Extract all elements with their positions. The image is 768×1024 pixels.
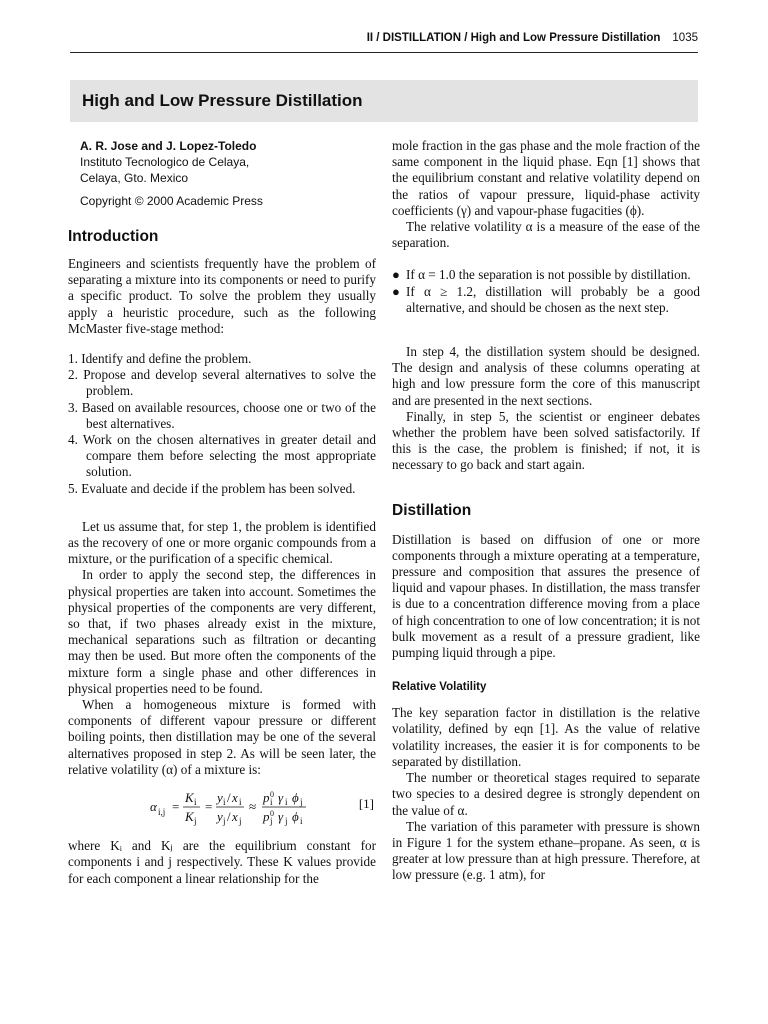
mcmaster-steps-list — [68, 351, 376, 497]
intro-paragraph-2: Let us assume that, for step 1, the problem is identified as the recovery of one or more organic compounds from a mixture, or the purification of a specific chemical. — [68, 518, 376, 567]
volatility-criteria-list — [392, 267, 700, 316]
step-item: 4. Work on the chosen alternatives in greater detail and compare them before selecting the most appropriate solution. — [68, 432, 376, 480]
svg-text:j: j — [285, 816, 288, 827]
svg-text:ϕ: ϕ — [292, 809, 299, 825]
svg-text:p: p — [263, 790, 270, 806]
intro-paragraph-3: In order to apply the second step, the differences in physical properties are taken into account. Sometimes the physical properties of the components are very different, so that, if two phases already exist in the mixture, mechanical separations such as filtration or decanting may then be used. But more often the components of the mixture form a single phase and other differences in physical properties need to be found. — [68, 567, 376, 696]
affiliation-line-2: Celaya, Gto. Mexico — [80, 171, 189, 185]
distillation-paragraph-2: The key separation factor in distillation is the relative volatility, defined by eqn [1]. As the value of relative volatility increases, the easier it is for components to be separated by distillation. — [392, 705, 700, 769]
bullet-dot-icon: ● — [392, 283, 400, 299]
bullet-text: If α ≥ 1.2, distillation will probably be a good alternative, and should be chosen as the next step. — [406, 283, 700, 315]
svg-text:/: / — [227, 790, 231, 806]
svg-text:K: K — [185, 809, 194, 825]
svg-text:i: i — [300, 816, 303, 827]
equation-number: [1] — [358, 796, 374, 812]
bullet-item — [392, 284, 700, 316]
svg-text:y: y — [217, 790, 223, 806]
equation-1 — [68, 784, 376, 828]
distillation-paragraph-3: The number or theoretical stages required to separate two species to a desired degree is strongly dependent on the value of α. — [392, 770, 700, 818]
svg-text:K: K — [185, 790, 194, 806]
svg-text:ϕ: ϕ — [292, 790, 299, 806]
distillation-paragraph-4: The variation of this parameter with pressure is shown in Figure 1 for the system ethane–propane. As seen, α is greater at low pressure than at high pressure. Therefore, at low pressure (e.g. 1 atm), for — [392, 818, 700, 883]
header-rule — [70, 52, 698, 53]
author-names: A. R. Jose and J. Lopez-Toledo — [80, 139, 257, 153]
svg-text:j: j — [270, 816, 273, 827]
svg-text:γ: γ — [278, 809, 284, 825]
distillation-heading: Distillation — [392, 501, 472, 519]
relative-volatility-heading: Relative Volatility — [392, 681, 487, 694]
svg-text:i: i — [194, 797, 197, 808]
right-paragraph-2: The relative volatility α is a measure of the ease of the separation. — [392, 219, 700, 251]
svg-text:i: i — [239, 797, 242, 808]
running-head — [70, 32, 698, 50]
svg-text:j: j — [223, 816, 226, 827]
distillation-paragraph-1: Distillation is based on diffusion of one or more components through a mixture operating at a temperature, pressure and composition that assures the presence of liquid and vapour phases. In distillation, the mass transfer is due to a concentration difference moving from a place of high concentration to one of low concentration; it is not bulk movement as a result of a pressure gradient, like pumping liquid through a pipe. — [392, 531, 700, 661]
bullet-dot-icon: ● — [392, 267, 400, 283]
affiliation-line-1: Instituto Tecnologico de Celaya, — [80, 155, 250, 169]
svg-text:i: i — [285, 797, 288, 808]
svg-text:y: y — [217, 809, 223, 825]
left-column — [68, 138, 376, 887]
svg-text:i: i — [270, 797, 273, 808]
svg-text:0: 0 — [270, 790, 274, 800]
svg-text:=: = — [172, 799, 180, 815]
author-block — [80, 138, 376, 186]
bullet-item — [392, 267, 700, 283]
svg-text:α: α — [150, 799, 157, 815]
right-paragraph-1: mole fraction in the gas phase and the mole fraction of the same component in the liquid phase. Eqn [1] shows that the equilibrium constant and relative volatility depend on the ratios of vapour pressure, liquid-phase activity coefficients (γ) and vapour-phase fugacities (ϕ). — [392, 138, 700, 218]
running-title: II / DISTILLATION / High and Low Pressure Distillation — [366, 32, 661, 44]
title-band — [70, 80, 698, 122]
right-column — [392, 138, 700, 884]
svg-text:j: j — [194, 816, 197, 827]
svg-text:i: i — [223, 797, 226, 808]
step-item: 2. Propose and develop several alternatives to solve the problem. — [68, 367, 376, 399]
bullet-text: If α = 1.0 the separation is not possible by distillation. — [406, 267, 691, 283]
svg-text:p: p — [263, 809, 270, 825]
svg-text:i,j: i,j — [158, 807, 166, 818]
svg-text:γ: γ — [278, 790, 284, 806]
article-title: High and Low Pressure Distillation — [82, 91, 363, 110]
copyright-notice: Copyright © 2000 Academic Press — [80, 194, 263, 208]
svg-text:0: 0 — [270, 809, 274, 819]
right-paragraph-4: Finally, in step 5, the scientist or engineer debates whether the problem have been solved satisfactorily. If this is the case, the problem is finished; if not, it is necessary to go back and start again. — [392, 408, 700, 473]
right-paragraph-3: In step 4, the distillation system should be designed. The design and analysis of these columns operating at high and low pressure form the core of this manuscript and are presented in the next sections. — [392, 344, 700, 408]
relative-volatility-formula — [68, 784, 328, 828]
step-item: 1. Identify and define the problem. — [68, 351, 252, 367]
svg-text:j: j — [300, 797, 303, 808]
intro-paragraph-4: When a homogeneous mixture is formed with components of different vapour pressure or different boiling points, then distillation may be one of the several alternatives proposed in step 2. As will be seen later, the relative volatility (α) of a mixture is: — [68, 697, 376, 777]
svg-text:=: = — [205, 799, 213, 815]
intro-paragraph-1: Engineers and scientists frequently have the problem of separating a mixture into its components or need to purify a specific product. To solve the problem they usually apply a heuristic procedure, such as the following McMaster five-stage method: — [68, 256, 376, 336]
svg-text:j: j — [239, 816, 242, 827]
introduction-heading: Introduction — [68, 228, 159, 245]
svg-text:x: x — [232, 790, 238, 806]
svg-text:x: x — [232, 809, 238, 825]
svg-text:/: / — [227, 809, 231, 825]
intro-paragraph-5: where Kᵢ and Kⱼ are the equilibrium constant for components i and j respectively. These K values provide for each component a linear relationship for the — [68, 838, 376, 886]
page-number: 1035 — [672, 32, 698, 44]
step-item: 5. Evaluate and decide if the problem has been solved. — [68, 480, 356, 496]
step-item: 3. Based on available resources, choose one or two of the best alternatives. — [68, 399, 376, 431]
svg-text:≈: ≈ — [249, 799, 257, 815]
